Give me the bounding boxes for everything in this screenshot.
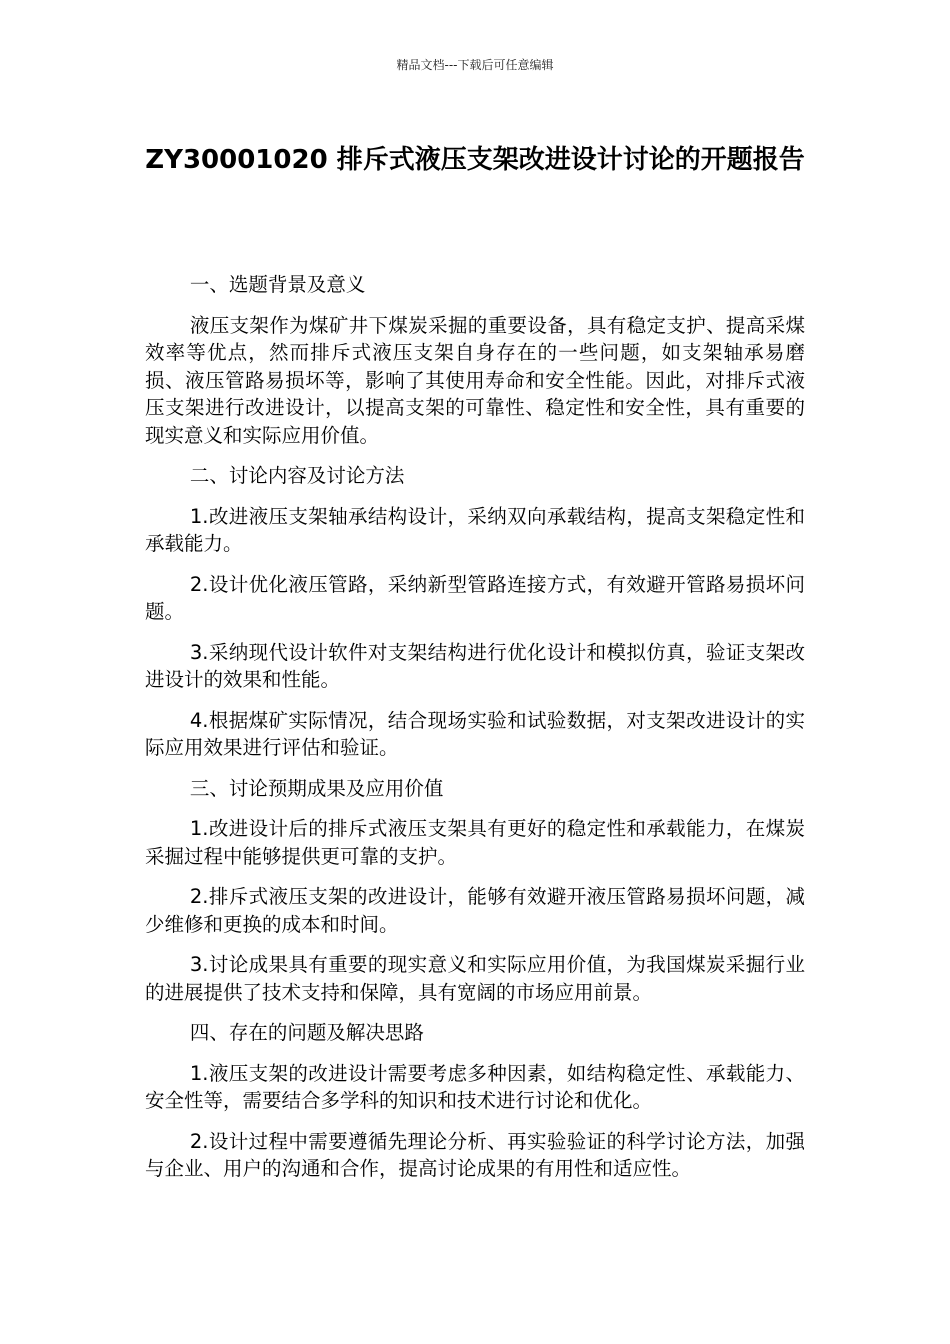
results-item-2: 2.排斥式液压支架的改进设计，能够有效避开液压管路易损坏问题，减少维修和更换的成本和时间。 — [145, 885, 805, 936]
results-item-1: 1.改进设计后的排斥式液压支架具有更好的稳定性和承载能力，在煤炭采掘过程中能够提供更可靠的支护。 — [145, 817, 805, 868]
problems-item-1: 1.液压支架的改进设计需要考虑多种因素，如结构稳定性、承载能力、安全性等，需要结合多学科的知识和技术进行讨论和优化。 — [145, 1061, 805, 1112]
section-heading-background: 一、选题背景及意义 — [189, 273, 366, 296]
section-heading-expected-results: 三、讨论预期成果及应用价值 — [189, 776, 444, 800]
section-background-paragraph: 液压支架作为煤矿井下煤炭采掘的重要设备，具有稳定支护、提高采煤效率等优点，然而排斥式液压支架自身存在的一些问题，如支架轴承易磨损、液压管路易损坏等，影响了其使用寿命和安全性能。因此，对排斥式液压支架进行改进设计，以提高支架的可靠性、稳定性和安全性，具有重要的现实意义和实际应用价值。 — [145, 313, 805, 447]
section-heading-content-methods: 二、讨论内容及讨论方法 — [189, 464, 405, 487]
problems-item-2: 2.设计过程中需要遵循先理论分析、再实验验证的科学讨论方法，加强与企业、用户的沟通和合作，提高讨论成果的有用性和适应性。 — [145, 1129, 805, 1180]
results-item-3: 3.讨论成果具有重要的现实意义和实际应用价值，为我国煤炭采掘行业的进展提供了技术支持和保障，具有宽阔的市场应用前景。 — [145, 953, 805, 1004]
methods-item-3: 3.采纳现代设计软件对支架结构进行优化设计和模拟仿真，验证支架改进设计的效果和性能。 — [145, 640, 805, 691]
methods-item-2: 2.设计优化液压管路，采纳新型管路连接方式，有效避开管路易损坏问题。 — [145, 572, 805, 623]
section-heading-problems: 四、存在的问题及解决思路 — [189, 1021, 424, 1044]
page-header-note: 精品文档---下载后可任意编辑 — [396, 58, 554, 72]
document-title: ZY30001020 排斥式液压支架改进设计讨论的开题报告 — [145, 145, 805, 175]
methods-item-1: 1.改进液压支架轴承结构设计，采纳双向承载结构，提高支架稳定性和承载能力。 — [145, 504, 805, 555]
methods-item-4: 4.根据煤矿实际情况，结合现场实验和试验数据，对支架改进设计的实际应用效果进行评估和验证。 — [145, 708, 805, 759]
document-body — [145, 271, 805, 1196]
